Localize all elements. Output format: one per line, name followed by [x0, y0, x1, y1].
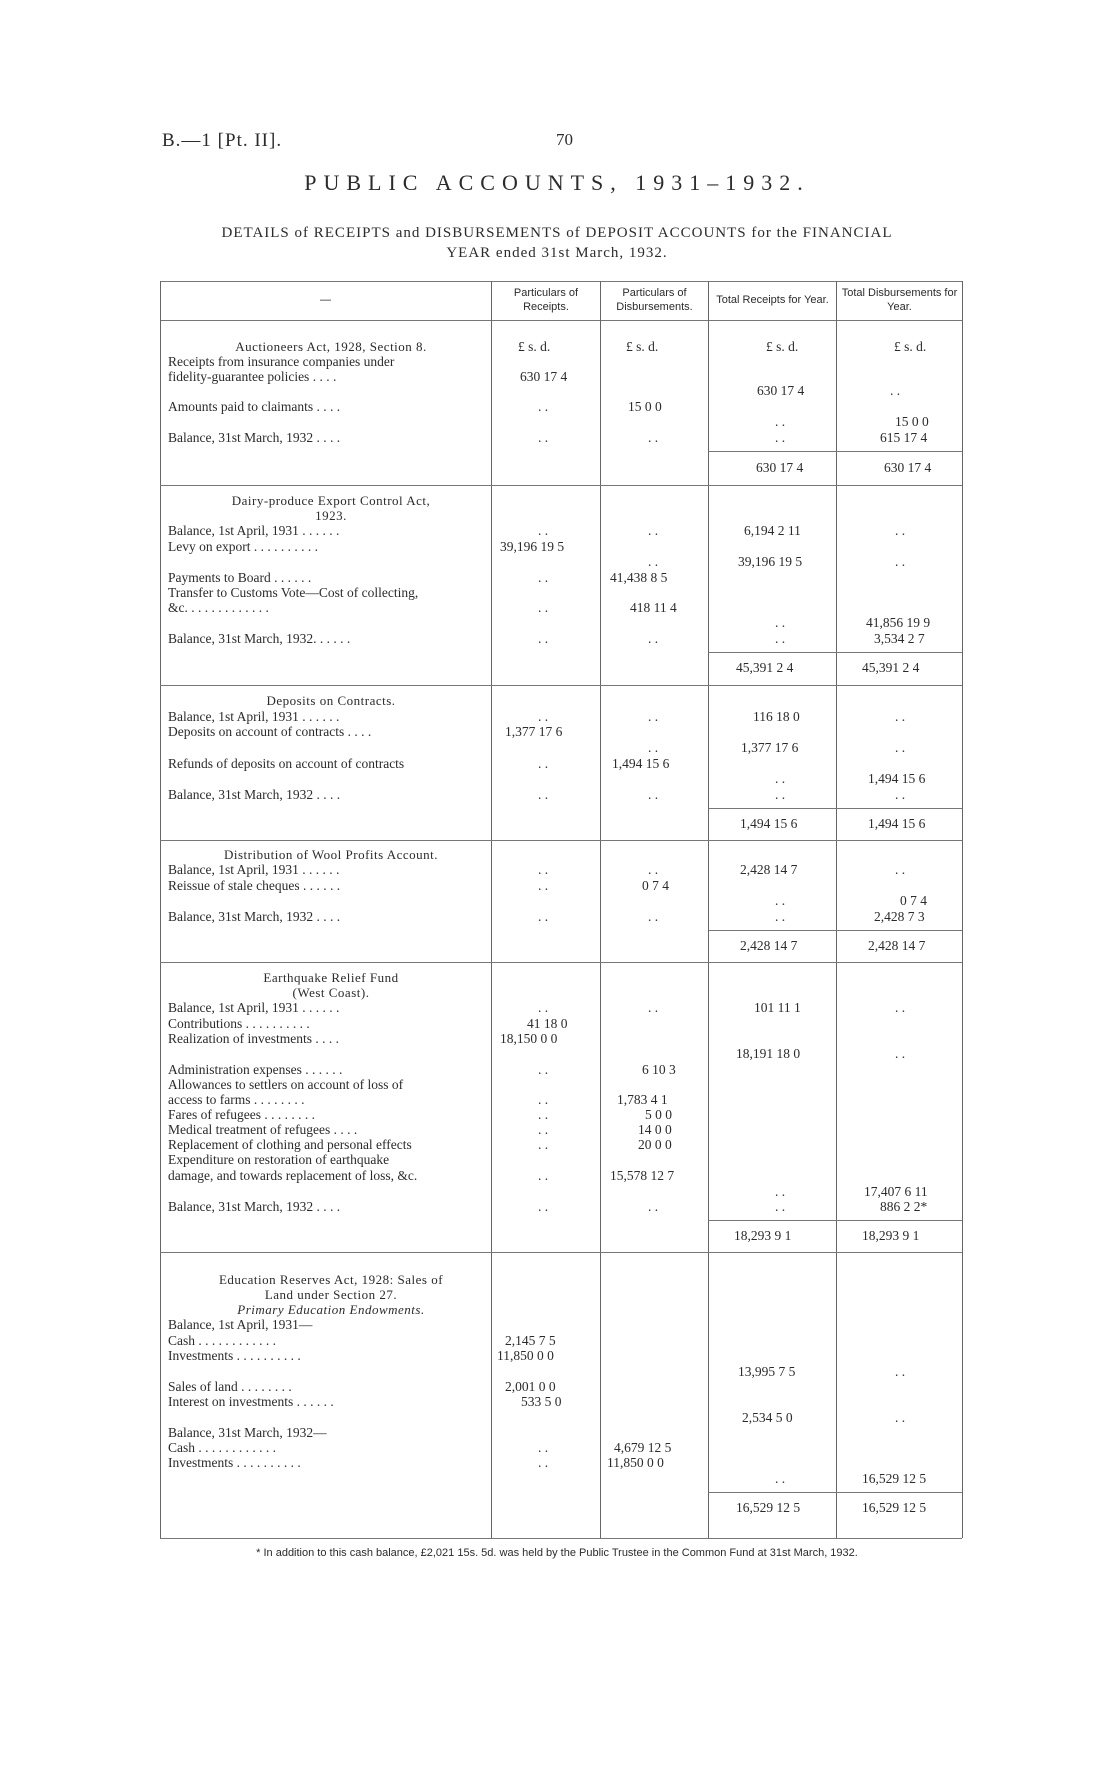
- col-rule-4: [836, 281, 837, 1538]
- row-label: Cash . . . . . . . . . . . .: [168, 1333, 276, 1348]
- row-label: Investments . . . . . . . . . .: [168, 1455, 301, 1470]
- receipt-value: . .: [538, 1168, 549, 1183]
- disb-value: . .: [648, 554, 659, 569]
- row-label: Balance, 31st March, 1932 . . . .: [168, 909, 341, 924]
- disb-value: . .: [648, 862, 659, 877]
- total-receipts-value: 101 11 1: [754, 1000, 801, 1015]
- receipt-value: 2,001 0 0: [505, 1379, 556, 1394]
- row-label: access to farms . . . . . . . .: [168, 1092, 305, 1107]
- total-rule: [709, 451, 962, 452]
- total-receipts-value: 18,191 18 0: [736, 1046, 801, 1061]
- section-title-earthquake: Earthquake Relief Fund: [263, 970, 399, 985]
- total-disb-value: . .: [895, 1410, 906, 1425]
- row-label: Realization of investments . . . .: [168, 1031, 339, 1046]
- receipt-value: . .: [538, 1107, 549, 1122]
- receipt-value: 1,377 17 6: [505, 724, 563, 739]
- row-label: Fares of refugees . . . . . . . .: [168, 1107, 315, 1122]
- disb-value: 4,679 12 5: [614, 1440, 672, 1455]
- disb-value: . .: [648, 430, 659, 445]
- section-divider: [160, 840, 962, 841]
- section-total-receipts: 18,293 9 1: [734, 1228, 792, 1243]
- total-receipts-value: . .: [775, 771, 786, 786]
- receipt-value: . .: [538, 570, 549, 585]
- subtitle-line-2: YEAR ended 31st March, 1932.: [446, 245, 668, 261]
- total-disb-value: 41,856 19 9: [866, 615, 931, 630]
- total-rule: [709, 808, 962, 809]
- row-label: Balance, 31st March, 1932 . . . .: [168, 430, 341, 445]
- total-disb-value: . .: [895, 862, 906, 877]
- total-disb-value: . .: [895, 1000, 906, 1015]
- section-title-contracts: Deposits on Contracts.: [266, 693, 396, 708]
- section-total-disb: 45,391 2 4: [862, 660, 920, 675]
- section-total-disb: 16,529 12 5: [862, 1500, 927, 1515]
- row-label: Balance, 31st March, 1932. . . . . .: [168, 631, 351, 646]
- disb-value: 5 0 0: [645, 1107, 672, 1122]
- section-total-receipts: 630 17 4: [756, 460, 804, 475]
- subtitle-line-1: DETAILS of RECEIPTS and DISBURSEMENTS of DEPOSIT ACCOUNTS for the FINANCIAL: [221, 225, 893, 241]
- total-receipts-value: 2,534 5 0: [742, 1410, 793, 1425]
- receipt-value: 18,150 0 0: [500, 1031, 558, 1046]
- table-left-rule: [160, 281, 161, 1538]
- receipt-value: . .: [538, 787, 549, 802]
- receipt-value: 41 18 0: [527, 1016, 568, 1031]
- total-disb-value: . .: [895, 1364, 906, 1379]
- disb-value: 20 0 0: [638, 1137, 672, 1152]
- row-label: &c. . . . . . . . . . . . .: [168, 600, 269, 615]
- receipt-value: . .: [538, 1455, 549, 1470]
- row-label: Amounts paid to claimants . . . .: [168, 399, 341, 414]
- row-label: Interest on investments . . . . . .: [168, 1394, 334, 1409]
- row-label: Allowances to settlers on account of loss of: [168, 1077, 404, 1092]
- receipt-value: 39,196 19 5: [500, 539, 565, 554]
- section-title-education-sub: Land under Section 27.: [264, 1287, 398, 1302]
- total-disb-value: 2,428 7 3: [874, 909, 925, 924]
- col-header-total-disbursements: Total Disbursements for Year.: [841, 287, 958, 313]
- row-label: Balance, 31st March, 1932 . . . .: [168, 1199, 341, 1214]
- total-disb-value: 886 2 2*: [880, 1199, 928, 1214]
- section-title-wool: Distribution of Wool Profits Account.: [223, 847, 438, 862]
- section-title-dairy: Dairy-produce Export Control Act,: [231, 493, 431, 508]
- receipt-value: . .: [538, 1092, 549, 1107]
- section-divider: [160, 485, 962, 486]
- row-label: Contributions . . . . . . . . . .: [168, 1016, 310, 1031]
- disb-value: . .: [648, 631, 659, 646]
- row-label: Balance, 1st April, 1931—: [168, 1317, 313, 1332]
- col-rule-3: [708, 281, 709, 1538]
- receipt-value: . .: [538, 862, 549, 877]
- total-disb-value: . .: [895, 554, 906, 569]
- section-total-disb: 2,428 14 7: [868, 938, 926, 953]
- receipt-value: . .: [538, 1199, 549, 1214]
- disb-value: 41,438 8 5: [610, 570, 668, 585]
- currency-tot-disb: £ s. d.: [894, 339, 927, 354]
- page-number: 70: [556, 130, 573, 149]
- receipt-value: . .: [538, 1137, 549, 1152]
- row-label: Reissue of stale cheques . . . . . .: [168, 878, 341, 893]
- section-total-receipts: 16,529 12 5: [736, 1500, 801, 1515]
- total-disb-value: 3,534 2 7: [874, 631, 925, 646]
- currency-disb: £ s. d.: [626, 339, 659, 354]
- row-label: Administration expenses . . . . . .: [168, 1062, 343, 1077]
- row-label: Balance, 1st April, 1931 . . . . . .: [168, 862, 340, 877]
- total-receipts-value: . .: [775, 893, 786, 908]
- total-receipts-value: 2,428 14 7: [740, 862, 798, 877]
- disb-value: 1,494 15 6: [612, 756, 670, 771]
- receipt-value: . .: [538, 1122, 549, 1137]
- total-disb-value: 15 0 0: [895, 414, 929, 429]
- section-title-auctioneers: Auctioneers Act, 1928, Section 8.: [235, 339, 427, 354]
- disb-value: 15,578 12 7: [610, 1168, 675, 1183]
- col-rule-1: [491, 281, 492, 1538]
- receipt-value: . .: [538, 878, 549, 893]
- total-receipts-value: 6,194 2 11: [744, 523, 801, 538]
- page-title: PUBLIC ACCOUNTS, 1931–1932.: [304, 170, 810, 195]
- section-total-receipts: 45,391 2 4: [736, 660, 794, 675]
- row-label: Deposits on account of contracts . . . .: [168, 724, 372, 739]
- disb-value: . .: [648, 787, 659, 802]
- total-rule: [709, 652, 962, 653]
- receipt-value: . .: [538, 399, 549, 414]
- row-label: Cash . . . . . . . . . . . .: [168, 1440, 276, 1455]
- row-label: Sales of land . . . . . . . .: [168, 1379, 292, 1394]
- disb-value: 1,783 4 1: [617, 1092, 668, 1107]
- header-bottom-rule: [160, 320, 962, 321]
- total-receipts-value: . .: [775, 615, 786, 630]
- section-total-disb: 630 17 4: [884, 460, 932, 475]
- section-title-education-endowments: Primary Education Endowments.: [237, 1302, 425, 1317]
- disb-value: 418 11 4: [630, 600, 677, 615]
- disb-value: 0 7 4: [642, 878, 669, 893]
- row-label: Medical treatment of refugees . . . .: [168, 1122, 358, 1137]
- receipt-value: . .: [538, 523, 549, 538]
- section-total-disb: 18,293 9 1: [862, 1228, 920, 1243]
- total-disb-value: . .: [890, 383, 901, 398]
- row-label: Balance, 1st April, 1931 . . . . . .: [168, 523, 340, 538]
- total-disb-value: . .: [895, 1046, 906, 1061]
- row-label: Investments . . . . . . . . . .: [168, 1348, 301, 1363]
- receipt-value: . .: [538, 1062, 549, 1077]
- receipt-value: . .: [538, 909, 549, 924]
- disb-value: . .: [648, 909, 659, 924]
- currency-receipts: £ s. d.: [518, 339, 551, 354]
- total-disb-value: . .: [895, 787, 906, 802]
- row-label: Refunds of deposits on account of contracts: [168, 756, 405, 771]
- total-receipts-value: . .: [775, 1471, 786, 1486]
- total-disb-value: 16,529 12 5: [862, 1471, 927, 1486]
- receipt-value: . .: [538, 631, 549, 646]
- disb-value: . .: [648, 709, 659, 724]
- total-disb-value: . .: [895, 709, 906, 724]
- section-title-dairy-year: 1923.: [315, 508, 347, 523]
- total-receipts-value: 116 18 0: [753, 709, 800, 724]
- col-rule-2: [600, 281, 601, 1538]
- section-title-education: Education Reserves Act, 1928: Sales of: [218, 1272, 444, 1287]
- table-right-rule: [962, 281, 963, 1538]
- receipt-value: . .: [538, 600, 549, 615]
- receipt-value: . .: [538, 756, 549, 771]
- footnote: * In addition to this cash balance, £2,021 15s. 5d. was held by the Public Trustee in the Common Fund at 31st March, 1932.: [256, 1547, 858, 1559]
- currency-tot-receipts: £ s. d.: [766, 339, 799, 354]
- row-label: fidelity-guarantee policies . . . .: [168, 369, 337, 384]
- total-receipts-value: 13,995 7 5: [738, 1364, 796, 1379]
- total-receipts-value: . .: [775, 430, 786, 445]
- total-receipts-value: 39,196 19 5: [738, 554, 803, 569]
- row-label: Payments to Board . . . . . .: [168, 570, 312, 585]
- section-total-receipts: 2,428 14 7: [740, 938, 798, 953]
- total-rule: [709, 1220, 962, 1221]
- row-label: Transfer to Customs Vote—Cost of collecting,: [168, 585, 419, 600]
- receipt-value: 533 5 0: [521, 1394, 562, 1409]
- col-header-total-receipts: Total Receipts for Year.: [716, 294, 829, 306]
- total-disb-value: 0 7 4: [900, 893, 927, 908]
- row-label: Replacement of clothing and personal effects: [168, 1137, 412, 1152]
- row-label: Expenditure on restoration of earthquake: [168, 1152, 390, 1167]
- disb-value: . .: [648, 523, 659, 538]
- disb-value: 6 10 3: [642, 1062, 676, 1077]
- row-label: damage, and towards replacement of loss, &c.: [168, 1168, 418, 1183]
- receipt-value: . .: [538, 1000, 549, 1015]
- total-rule: [709, 1492, 962, 1493]
- section-divider: [160, 685, 962, 686]
- total-rule: [709, 930, 962, 931]
- disb-value: . .: [648, 1000, 659, 1015]
- disb-value: 15 0 0: [628, 399, 662, 414]
- disb-value: . .: [648, 740, 659, 755]
- receipt-value: 630 17 4: [520, 369, 568, 384]
- total-disb-value: 17,407 6 11: [864, 1184, 928, 1199]
- total-receipts-value: 630 17 4: [757, 383, 805, 398]
- row-label: Balance, 1st April, 1931 . . . . . .: [168, 709, 340, 724]
- row-label: Balance, 31st March, 1932 . . . .: [168, 787, 341, 802]
- section-total-disb: 1,494 15 6: [868, 816, 926, 831]
- section-divider: [160, 962, 962, 963]
- total-receipts-value: . .: [775, 414, 786, 429]
- section-title-earthquake-sub: (West Coast).: [292, 985, 370, 1000]
- total-receipts-value: . .: [775, 787, 786, 802]
- col-header-receipts: Particulars of Receipts.: [513, 287, 579, 313]
- receipt-value: . .: [538, 709, 549, 724]
- total-receipts-value: . .: [775, 909, 786, 924]
- total-disb-value: 615 17 4: [880, 430, 928, 445]
- total-disb-value: 1,494 15 6: [868, 771, 926, 786]
- row-label: Receipts from insurance companies under: [168, 354, 395, 369]
- section-total-receipts: 1,494 15 6: [740, 816, 798, 831]
- receipt-value: 11,850 0 0: [497, 1348, 554, 1363]
- disb-value: . .: [648, 1199, 659, 1214]
- disb-value: 11,850 0 0: [607, 1455, 664, 1470]
- row-label: Balance, 31st March, 1932—: [168, 1425, 327, 1440]
- row-label: Balance, 1st April, 1931 . . . . . .: [168, 1000, 340, 1015]
- receipt-value: . .: [538, 430, 549, 445]
- row-label: Levy on export . . . . . . . . . .: [168, 539, 318, 554]
- receipt-value: . .: [538, 1440, 549, 1455]
- disb-value: 14 0 0: [638, 1122, 672, 1137]
- total-disb-value: . .: [895, 740, 906, 755]
- total-receipts-value: 1,377 17 6: [741, 740, 799, 755]
- col-header-disbursements: Particulars of Disbursements.: [616, 287, 693, 313]
- receipt-value: 2,145 7 5: [505, 1333, 556, 1348]
- document-reference: B.—1 [Pt. II].: [162, 130, 283, 151]
- total-receipts-value: . .: [775, 1184, 786, 1199]
- section-divider: [160, 1252, 962, 1253]
- total-receipts-value: . .: [775, 631, 786, 646]
- total-disb-value: . .: [895, 523, 906, 538]
- table-bottom-rule: [160, 1538, 962, 1539]
- col-header-label: —: [320, 294, 331, 306]
- total-receipts-value: . .: [775, 1199, 786, 1214]
